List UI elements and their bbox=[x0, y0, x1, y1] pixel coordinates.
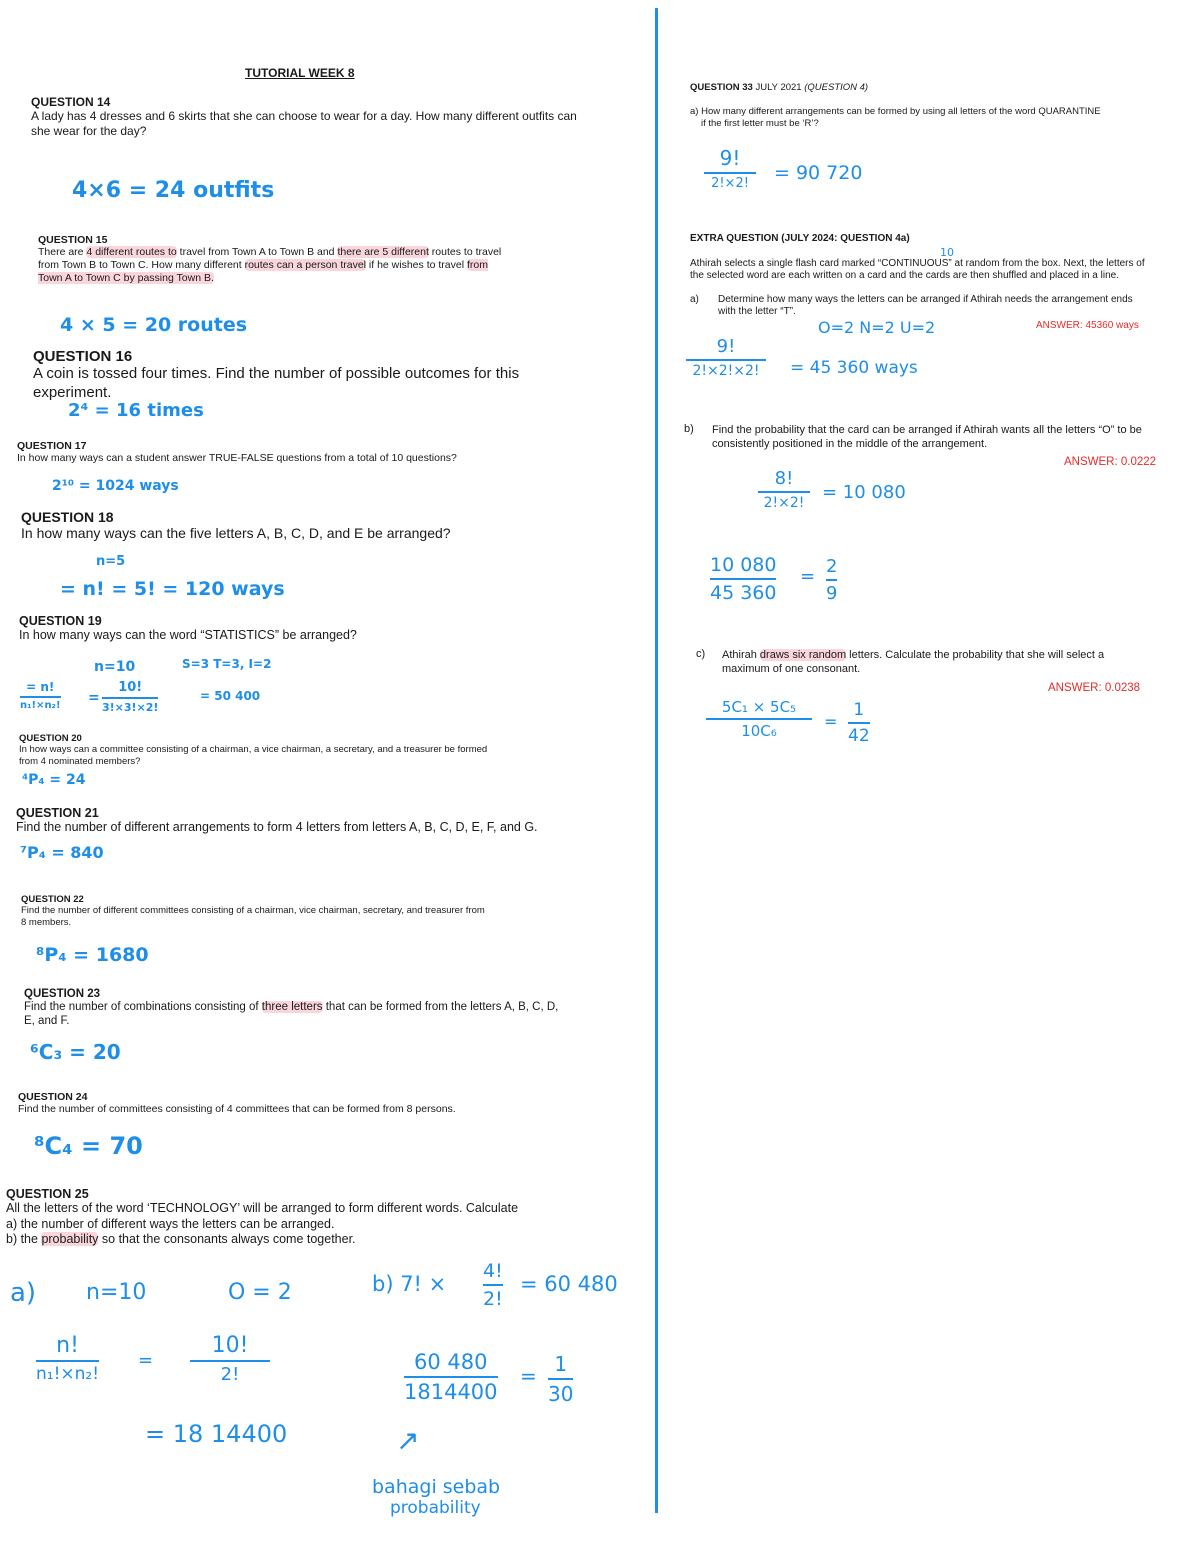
question-15 bbox=[38, 234, 508, 285]
question-14-working: 4×6 = 24 outfits bbox=[72, 178, 275, 203]
question-22-heading: QUESTION 22 bbox=[21, 894, 84, 905]
highlight: probability bbox=[41, 1232, 99, 1247]
question-25-part-b-fraction: 4! 2! bbox=[483, 1260, 503, 1310]
extra-question-intro: Athirah selects a single flash card marked “CONTINUOUS” at random from the box. Next, the letters of the selected word are each written on a card and the cards are then shuffled and placed in a line. bbox=[690, 258, 1145, 281]
extra-question-part-b-text: Find the probability that the card can be arranged if Athirah wants all the letters “O” to be consistently positioned in the middle of the arrangement. bbox=[712, 424, 1142, 451]
extra-question-part-b-result: = 10 080 bbox=[822, 482, 906, 503]
question-19-result: = 50 400 bbox=[200, 689, 261, 703]
extra-question-part-c-fraction: 5C₁ × 5C₅ 10C₆ bbox=[706, 698, 812, 740]
question-14-heading: QUESTION 14 bbox=[31, 95, 111, 109]
question-21-heading: QUESTION 21 bbox=[16, 806, 99, 820]
question-25-probability-equals: = bbox=[520, 1364, 537, 1388]
question-15-text: There are 4 different routes to travel from Town A to Town B and there are 5 different routes to travel from Town B to Town C. How many different routes can a person travel if he wishes to travel from Town A to Town C by passing Town B. bbox=[38, 246, 502, 285]
question-16-text: A coin is tossed four times. Find the number of possible outcomes for this experiment. bbox=[33, 365, 520, 401]
extra-question-part-b-fraction: 8! 2!×2! bbox=[758, 468, 810, 511]
extra-question-part-a-fraction: 9! 2!×2!×2! bbox=[686, 336, 766, 379]
question-33-heading: QUESTION 33 bbox=[690, 82, 753, 93]
question-17-heading: QUESTION 17 bbox=[17, 440, 87, 452]
question-23-working: ⁶C₃ = 20 bbox=[30, 1040, 121, 1064]
question-25-o: O = 2 bbox=[228, 1280, 292, 1305]
question-15-heading: QUESTION 15 bbox=[38, 234, 108, 246]
question-19-working-n: n=10 bbox=[94, 659, 136, 675]
column-divider bbox=[655, 8, 658, 1513]
question-25-line-2: a) the number of different ways the letters can be arranged. bbox=[6, 1216, 335, 1231]
question-22-text: Find the number of different committees consisting of a chairman, vice chairman, secretary, and treasurer from 8 members. bbox=[21, 905, 485, 928]
question-25-probability-fraction: 60 480 1814400 bbox=[404, 1350, 498, 1404]
extra-question-part-c-label: c) bbox=[696, 648, 706, 660]
extra-question-part-c-result: 1 42 bbox=[848, 700, 870, 746]
highlight: three letters bbox=[261, 1001, 323, 1013]
question-25-n: n=10 bbox=[86, 1280, 147, 1305]
question-21-working: ⁷P₄ = 840 bbox=[20, 843, 104, 862]
question-18-text: In how many ways can the five letters A, B, C, D, and E be arranged? bbox=[21, 525, 451, 541]
extra-question-part-b-equals: = bbox=[800, 566, 816, 587]
question-25-part-a-result: = 18 14400 bbox=[145, 1420, 288, 1448]
question-18-heading: QUESTION 18 bbox=[21, 509, 114, 525]
question-22-working: ⁸P₄ = 1680 bbox=[36, 944, 149, 966]
extra-question-part-b-answer: ANSWER: 0.0222 bbox=[1064, 456, 1157, 468]
highlight: 4 different routes to bbox=[86, 246, 177, 258]
question-25-probability-result: 1 30 bbox=[548, 1352, 574, 1406]
question-24 bbox=[18, 1091, 578, 1116]
question-19-formula-fraction: = n! n₁!×n₂! bbox=[20, 680, 61, 711]
extra-question-part-a-reps: O=2 N=2 U=2 bbox=[818, 318, 936, 337]
highlight: draws six random bbox=[759, 649, 847, 661]
highlight: routes can a person travel bbox=[244, 259, 366, 272]
question-23 bbox=[24, 988, 569, 1029]
extra-question-part-a-answer: ANSWER: 45360 ways bbox=[1036, 320, 1139, 331]
question-16 bbox=[33, 348, 593, 403]
question-24-text: Find the number of committees consisting of 4 committees that can be formed from 8 persons. bbox=[18, 1103, 456, 1115]
extra-question-part-a-label: a) bbox=[690, 294, 699, 305]
question-23-text: Find the number of combinations consisting of three letters that can be formed from the letters A, B, C, D, E, and F. bbox=[24, 1001, 559, 1028]
question-25-line-1: All the letters of the word ‘TECHNOLOGY’ will be arranged to form different words. Calculate bbox=[6, 1201, 519, 1215]
question-18-working: = n! = 5! = 120 ways bbox=[60, 578, 285, 600]
extra-question-part-c-answer: ANSWER: 0.0238 bbox=[1048, 682, 1141, 694]
page-title: TUTORIAL WEEK 8 bbox=[245, 66, 355, 80]
question-25-note-line-2: probability bbox=[390, 1498, 481, 1518]
question-24-heading: QUESTION 24 bbox=[18, 1091, 88, 1103]
question-22 bbox=[21, 894, 491, 929]
question-25-part-b-result: = 60 480 bbox=[520, 1272, 618, 1296]
question-33-text-2: if the first letter must be ‘R’? bbox=[701, 117, 819, 129]
question-33-result: = 90 720 bbox=[774, 162, 863, 184]
question-16-working: 2⁴ = 16 times bbox=[68, 400, 204, 421]
arrow-icon: ↗ bbox=[396, 1424, 420, 1457]
question-18 bbox=[21, 509, 581, 543]
question-20 bbox=[19, 733, 489, 768]
question-33-fraction: 9! 2!×2! bbox=[704, 146, 756, 191]
question-25-formula-fraction: n! n₁!×n₂! bbox=[36, 1333, 100, 1384]
question-21 bbox=[16, 806, 616, 836]
highlight: from Town A to Town C by passing Town B. bbox=[38, 259, 488, 285]
extra-question-part-c-equals: = bbox=[824, 712, 838, 731]
question-24-working: ⁸C₄ = 70 bbox=[34, 1132, 143, 1160]
question-19-working-reps: S=3 T=3, I=2 bbox=[182, 657, 272, 671]
question-25-equals: = bbox=[138, 1350, 154, 1371]
question-23-heading: QUESTION 23 bbox=[24, 988, 101, 1000]
question-19-text: In how many ways can the word “STATISTICS” be arranged? bbox=[19, 628, 357, 642]
question-14 bbox=[31, 95, 591, 139]
question-18-working-n: n=5 bbox=[96, 554, 126, 569]
extra-question-note: 10 bbox=[940, 246, 954, 259]
question-19-values-fraction: 10! 3!×3!×2! bbox=[102, 680, 159, 714]
question-25-values-fraction: 10! 2! bbox=[190, 1333, 270, 1385]
extra-question-part-a-result: = 45 360 ways bbox=[790, 358, 918, 378]
question-33: QUESTION 33 JULY 2021 (QUESTION 4) a) How many different arrangements can be formed by using all letters of the word QUARANTINE if the first letter must be ‘R’? bbox=[690, 82, 1140, 130]
extra-question-part-a-text: Determine how many ways the letters can be arranged if Athirah needs the arrangement ends with the letter “T”. bbox=[718, 294, 1133, 317]
question-20-text: In how ways can a committee consisting of a chairman, a vice chairman, a secretary, and a treasurer be formed from 4 nominated members? bbox=[19, 744, 488, 767]
question-14-text: A lady has 4 dresses and 6 skirts that she can choose to wear for a day. How many different outfits can she wear for the day? bbox=[31, 109, 577, 138]
question-17-working: 2¹⁰ = 1024 ways bbox=[52, 478, 179, 494]
extra-question-part-b-probability-result: 2 9 bbox=[826, 556, 838, 604]
question-19-equals: = bbox=[88, 690, 100, 706]
extra-question-part-b-probability-fraction: 10 080 45 360 bbox=[710, 554, 777, 604]
question-25-part-a-label: a) bbox=[10, 1278, 37, 1308]
question-20-working: ⁴P₄ = 24 bbox=[22, 772, 86, 788]
question-33-text-1: a) How many different arrangements can be formed by using all letters of the word QUARANTINE bbox=[690, 105, 1101, 117]
extra-question-part-c-text: Athirah draws six random letters. Calculate the probability that she will select a maximum of one consonant. bbox=[722, 649, 1105, 676]
question-16-heading: QUESTION 16 bbox=[33, 348, 133, 365]
question-25-line-3: b) the probability so that the consonants always come together. bbox=[6, 1232, 356, 1247]
question-20-heading: QUESTION 20 bbox=[19, 733, 82, 744]
extra-question-heading: EXTRA QUESTION (JULY 2024: QUESTION 4a) bbox=[690, 233, 910, 244]
question-15-working: 4 × 5 = 20 routes bbox=[60, 314, 248, 336]
extra-question-part-b-label: b) bbox=[684, 423, 694, 435]
question-25-note-line-1: bahagi sebab bbox=[372, 1476, 501, 1498]
question-17-text: In how many ways can a student answer TRUE-FALSE questions from a total of 10 questions? bbox=[17, 452, 457, 464]
highlight: there are 5 different bbox=[337, 246, 429, 258]
question-19-heading: QUESTION 19 bbox=[19, 614, 102, 628]
question-25-heading: QUESTION 25 bbox=[6, 1187, 89, 1201]
question-25 bbox=[6, 1187, 626, 1248]
question-21-text: Find the number of different arrangements to form 4 letters from letters A, B, C, D, E, F, and G. bbox=[16, 820, 538, 834]
question-25-part-b-label: b) 7! × bbox=[372, 1272, 447, 1296]
question-19 bbox=[19, 614, 579, 644]
question-17 bbox=[17, 440, 577, 465]
